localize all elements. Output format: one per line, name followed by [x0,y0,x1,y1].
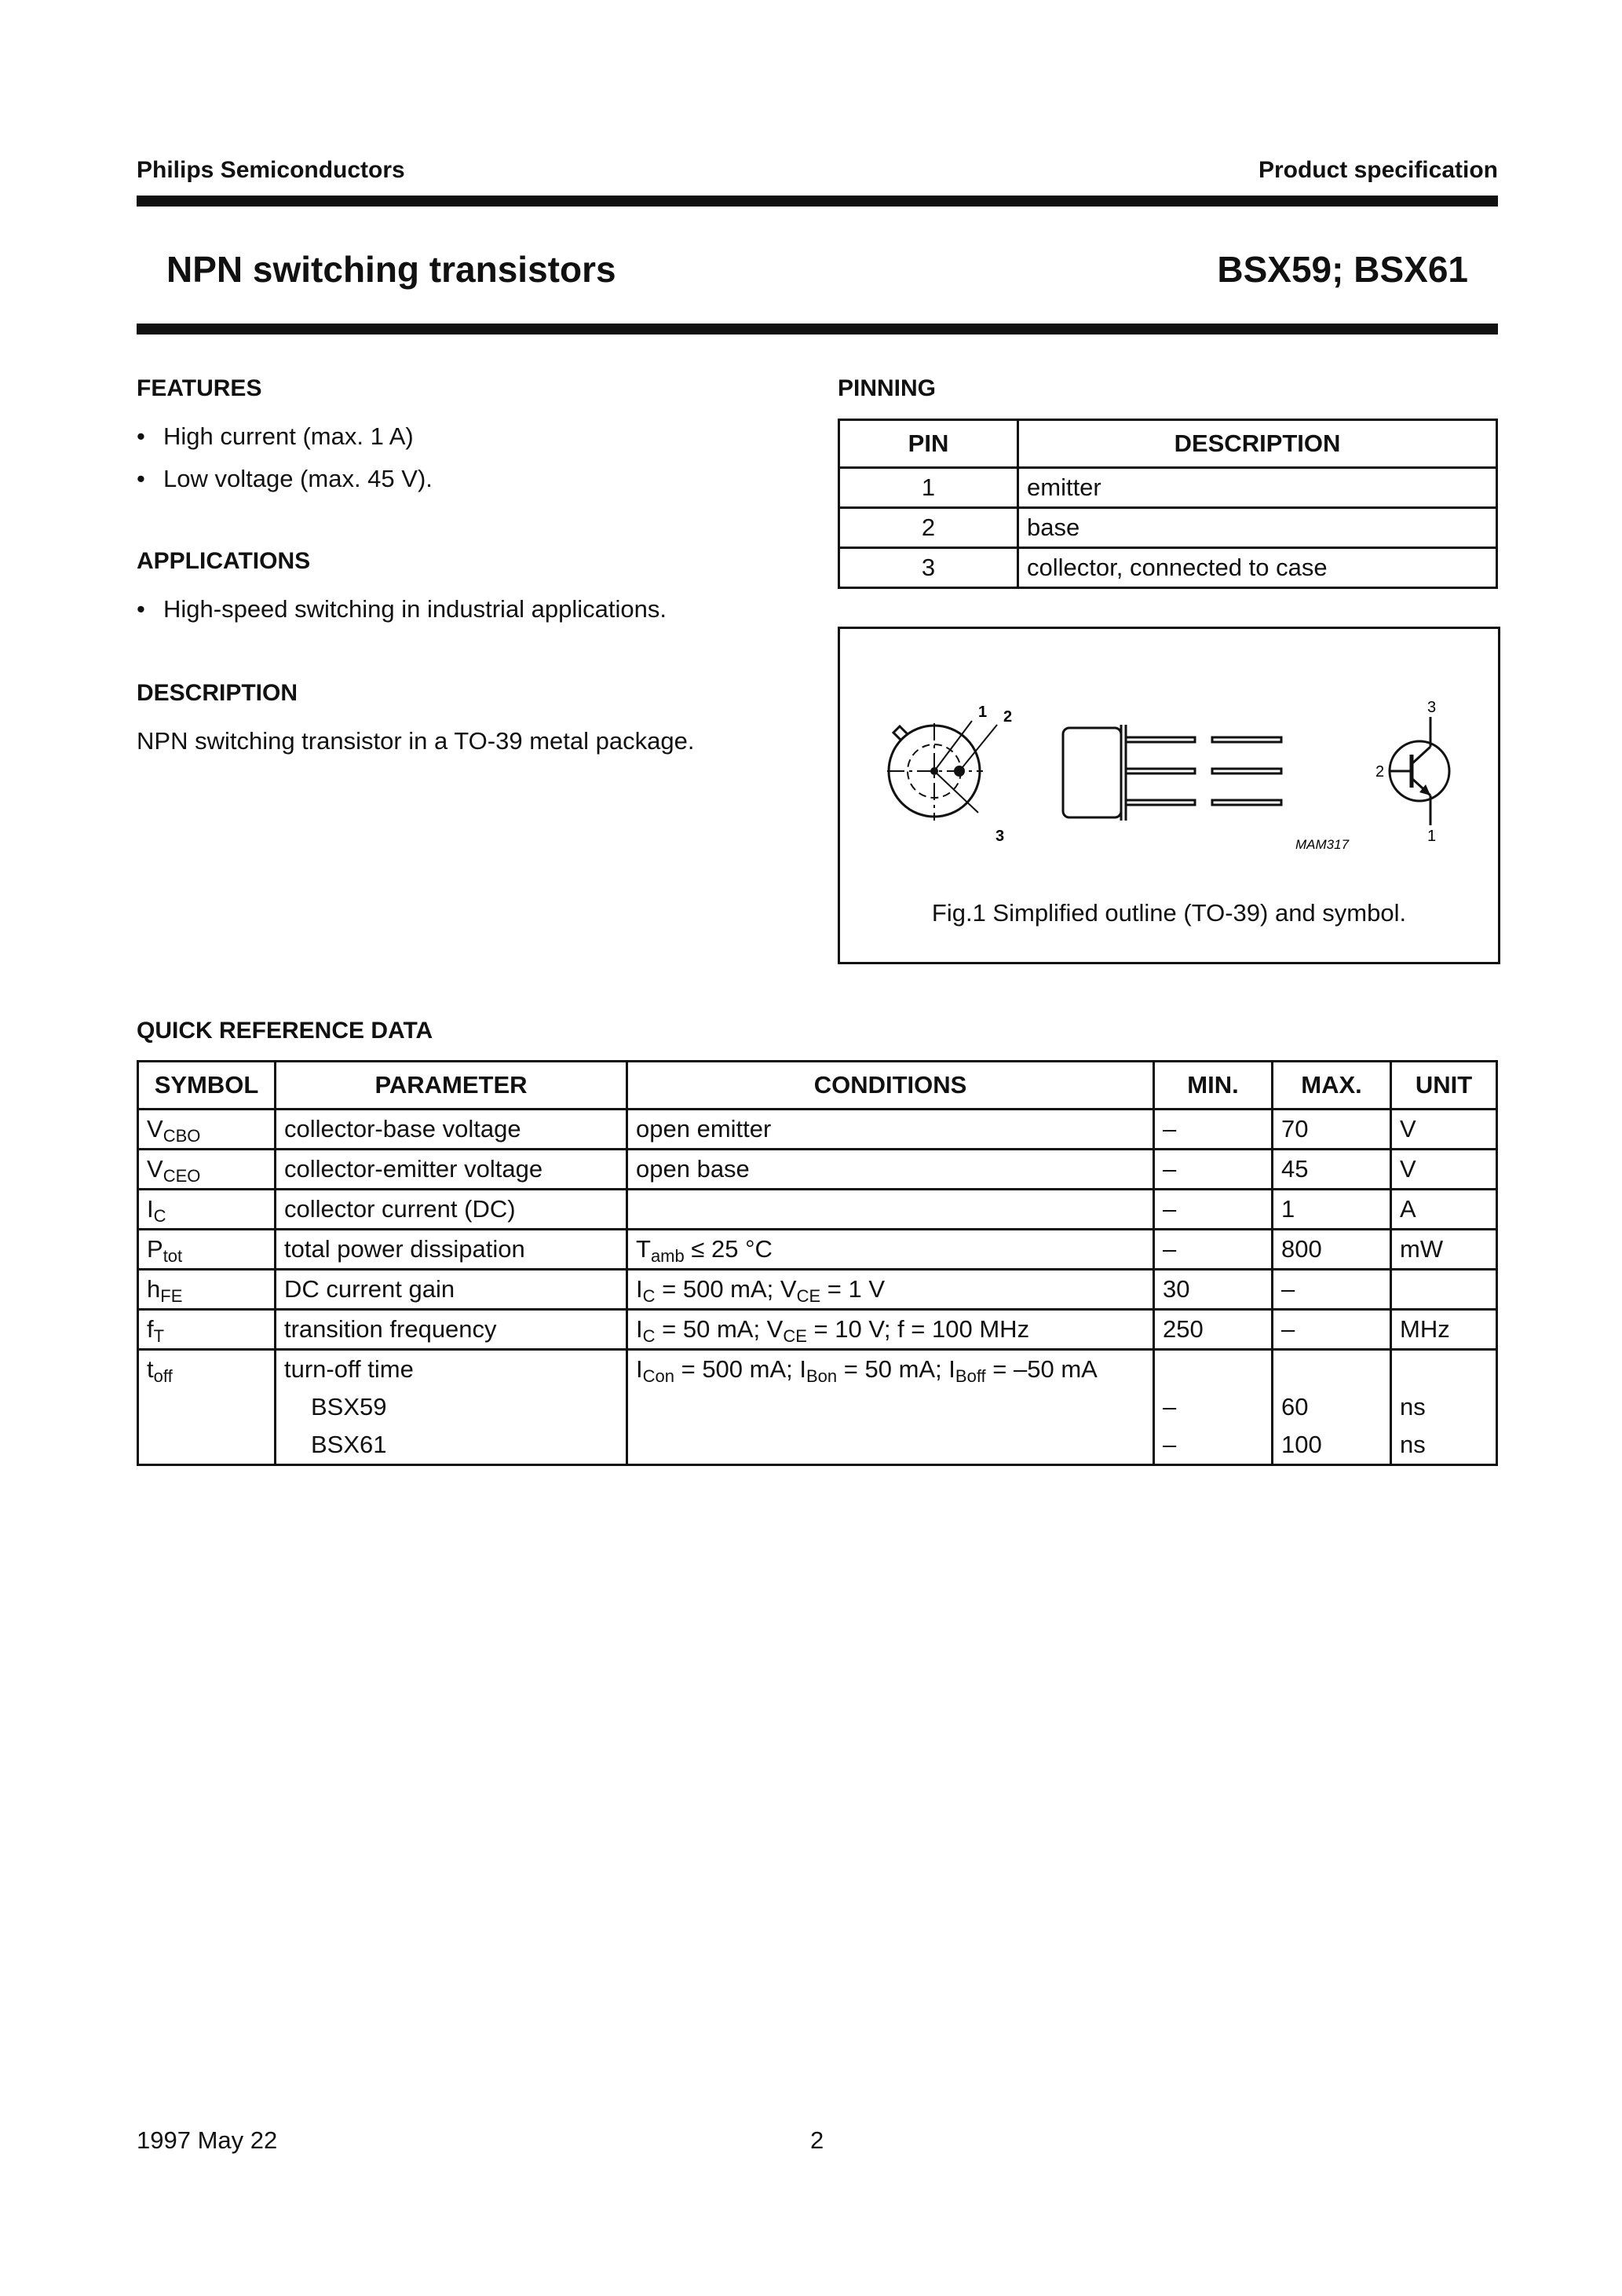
pin-label: 2 [1003,708,1013,726]
symbol-cell: $V_{CBO}$ [138,1110,276,1150]
pin-dot [930,767,938,775]
max-cell: 100 [1273,1426,1391,1465]
pinning-table [838,419,1498,589]
unit-cell [1391,1350,1497,1389]
feature-item: • Low voltage (max. 45 V). [137,465,433,493]
max-cell: 70 [1273,1110,1391,1150]
conditions-cell: $I_C = 500$ mA; $V_{CE} = 1$ V [627,1270,1154,1310]
product-title: NPN switching transistors [166,249,616,290]
min-cell: – [1154,1150,1273,1190]
unit-cell: mW [1391,1230,1497,1270]
table-row [138,1270,1497,1310]
pin-label: 1 [978,704,988,721]
table-row [138,1230,1497,1270]
unit-cell: A [1391,1190,1497,1230]
symbol-pin-label: 1 [1427,828,1437,845]
description-text: NPN switching transistor in a TO-39 metal package. [137,727,695,755]
min-cell: – [1154,1388,1273,1426]
pin-cell: 2 [839,508,1018,548]
unit-cell: MHz [1391,1310,1497,1350]
min-cell [1154,1350,1273,1389]
min-cell: 250 [1154,1310,1273,1350]
symbol-cell [138,1426,276,1465]
pin-cell: 3 [839,548,1018,588]
conditions-cell [627,1190,1154,1230]
header-rule [137,196,1498,207]
pinning-heading: PINNING [838,375,937,401]
conditions-cell: $I_C = 50$ mA; $V_{CE} = 10$ V; f = 100 MHz [627,1310,1154,1350]
side-view-drawing [1063,725,1281,821]
table-header-row [839,420,1497,468]
table-row [138,1110,1497,1150]
unit-cell: V [1391,1110,1497,1150]
table-row [138,1426,1497,1465]
applications-heading: APPLICATIONS [137,548,311,574]
min-cell: – [1154,1230,1273,1270]
column-header: PIN [839,420,1018,468]
unit-cell [1391,1270,1497,1310]
description-heading: DESCRIPTION [137,680,298,706]
description-cell: emitter [1018,468,1497,508]
parameter-cell: collector-emitter voltage [276,1150,627,1190]
table-row [138,1190,1497,1230]
column-header: SYMBOL [138,1062,276,1110]
symbol-pin-label: 2 [1375,763,1385,781]
symbol-cell: $P_{tot}$ [138,1230,276,1270]
column-header: MAX. [1273,1062,1391,1110]
pin-dot [954,766,965,777]
table-row [138,1150,1497,1190]
max-cell: 1 [1273,1190,1391,1230]
quick-reference-table [137,1060,1498,1466]
unit-cell: V [1391,1150,1497,1190]
symbol-pin-label: 3 [1427,699,1437,716]
company-name: Philips Semiconductors [137,157,405,183]
table-row [138,1388,1497,1426]
column-header: MIN. [1154,1062,1273,1110]
parameter-cell: BSX59 [276,1388,627,1426]
parameter-cell: collector current (DC) [276,1190,627,1230]
feature-item: • High current (max. 1 A) [137,422,414,451]
footer-date: 1997 May 22 [137,2126,278,2154]
parameter-cell: DC current gain [276,1270,627,1310]
unit-cell: ns [1391,1388,1497,1426]
description-cell: base [1018,508,1497,548]
title-rule [137,324,1498,335]
conditions-cell: $I_{Con} = 500$ mA; $I_{Bon} = 50$ mA; $I_{Boff} = -50$ mA [627,1350,1154,1389]
application-item: • High-speed switching in industrial applications. [137,595,667,623]
document-type: Product specification [1258,157,1498,183]
min-cell: – [1154,1426,1273,1465]
table-row [839,508,1497,548]
symbol-cell: $t_{off}$ [138,1350,276,1389]
features-heading: FEATURES [137,375,262,401]
conditions-cell: open emitter [627,1110,1154,1150]
conditions-cell: open base [627,1150,1154,1190]
table-row [138,1350,1497,1389]
parameter-cell: turn-off time [276,1350,627,1389]
parameter-cell: transition frequency [276,1310,627,1350]
parameter-cell: collector-base voltage [276,1110,627,1150]
figure-box [838,627,1500,964]
page-number: 2 [810,2126,824,2154]
max-cell: 60 [1273,1388,1391,1426]
part-numbers: BSX59; BSX61 [1217,249,1468,290]
unit-cell: ns [1391,1426,1497,1465]
column-header: DESCRIPTION [1018,420,1497,468]
max-cell: 800 [1273,1230,1391,1270]
parameter-cell: BSX61 [276,1426,627,1465]
max-cell: – [1273,1310,1391,1350]
conditions-cell [627,1388,1154,1426]
max-cell: 45 [1273,1150,1391,1190]
quick-reference-heading: QUICK REFERENCE DATA [137,1018,433,1044]
table-header-row [138,1062,1497,1110]
transistor-symbol [1390,717,1449,825]
conditions-cell: $T_{amb} \le 25$ °C [627,1230,1154,1270]
table-row [839,548,1497,588]
table-row [138,1310,1497,1350]
pin-label: 3 [995,828,1005,845]
min-cell: – [1154,1110,1273,1150]
description-cell: collector, connected to case [1018,548,1497,588]
column-header: UNIT [1391,1062,1497,1110]
figure-code: MAM317 [1295,837,1350,852]
symbol-cell: $h_{FE}$ [138,1270,276,1310]
symbol-cell: $V_{CEO}$ [138,1150,276,1190]
column-header: PARAMETER [276,1062,627,1110]
symbol-cell: $f_T$ [138,1310,276,1350]
max-cell: – [1273,1270,1391,1310]
min-cell: 30 [1154,1270,1273,1310]
symbol-cell: $I_C$ [138,1190,276,1230]
max-cell [1273,1350,1391,1389]
bottom-view-drawing [887,721,997,821]
parameter-cell: total power dissipation [276,1230,627,1270]
figure-caption: Fig.1 Simplified outline (TO-39) and symbol. [931,899,1407,927]
column-header: CONDITIONS [627,1062,1154,1110]
symbol-cell [138,1388,276,1426]
conditions-cell [627,1426,1154,1465]
pin-cell: 1 [839,468,1018,508]
min-cell: – [1154,1190,1273,1230]
table-row [839,468,1497,508]
